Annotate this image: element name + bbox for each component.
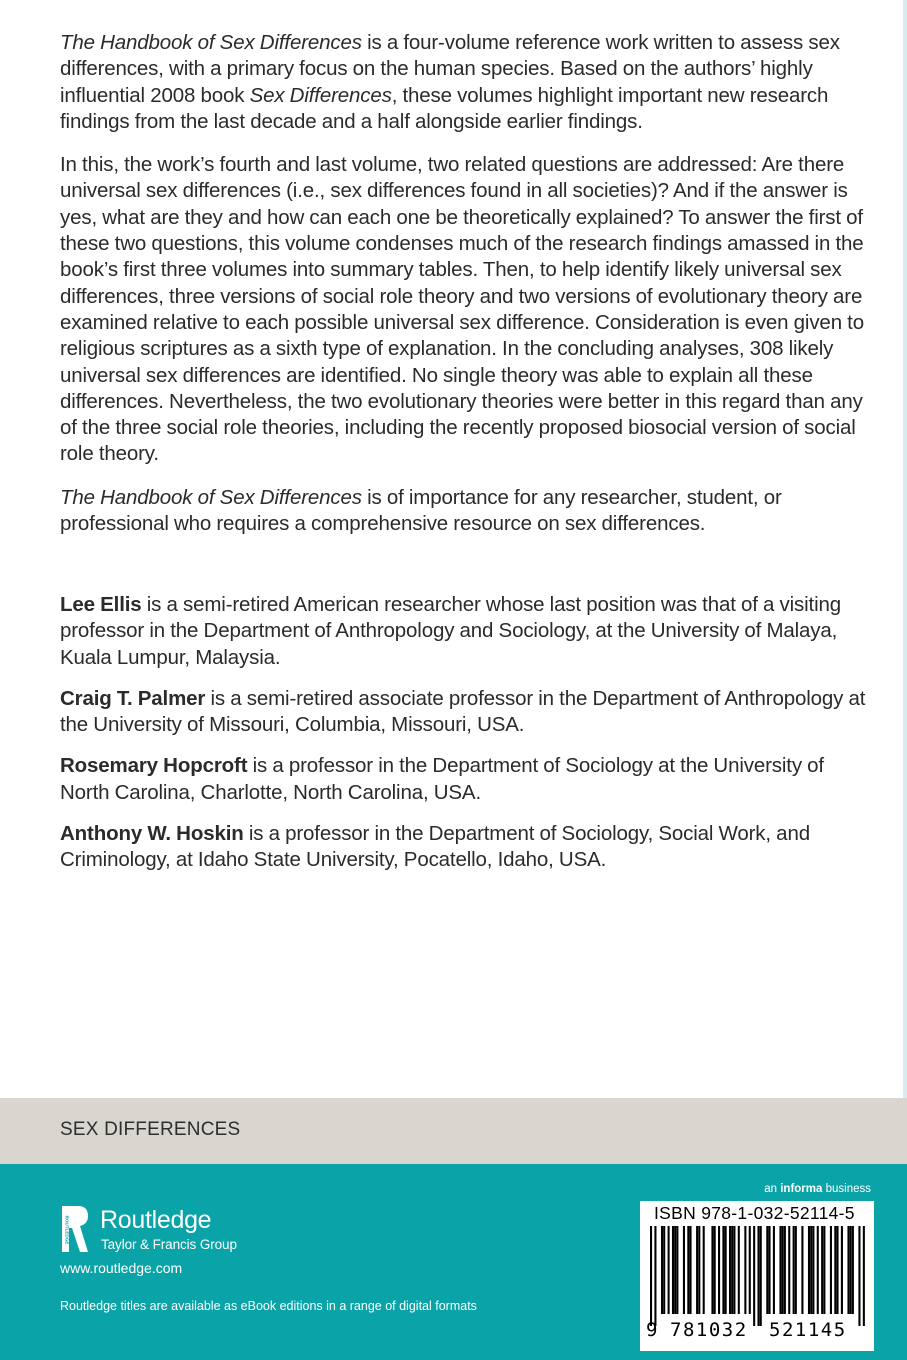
barcode [650,1226,865,1326]
barcode-bar [725,1226,727,1314]
author-bios [60,592,872,889]
barcode-bar [661,1226,663,1314]
barcode-bar [836,1226,838,1314]
barcode-bar [718,1226,720,1314]
svg-text:ROUTLEDGE: ROUTLEDGE [64,1215,70,1245]
barcode-bar [847,1226,849,1314]
barcode-bar [760,1226,762,1326]
author-name: Craig T. Palmer [60,686,206,710]
barcode-bar [733,1226,735,1314]
barcode-bar [753,1226,755,1326]
barcode-bar [863,1226,865,1326]
barcode-bar [668,1226,670,1314]
barcode-bar [722,1226,724,1314]
barcode-bar [738,1226,740,1314]
blurb-paragraph-1: The Handbook of Sex Differences is a four-volume reference work written to assess sex differences, with a primary focus on the human species. Based on the authors’ highly influential 2008 book Sex Differences, these volumes highlight important new research findings from the last decade and a half alongside earlier findings. [60,31,840,133]
barcode-bar [773,1226,775,1314]
author-bio: Lee Ellis is a semi-retired American researcher whose last position was that of a visiting professor in the Department of Anthropology and Sociology, at the University of Malaya, Kuala Lumpur, Malaysia. [60,593,842,669]
barcode-bar [858,1226,860,1326]
informa-tagline: an informa business [764,1183,871,1195]
author-bio: Anthony W. Hoskin is a professor in the Department of Sociology, Social Work, and Criminology, at Idaho State University, Pocatello, Idaho, USA. [60,822,810,872]
barcode-bar [801,1226,803,1314]
barcode-bar [784,1226,786,1314]
barcode-bar [766,1226,768,1314]
barcode-bar [817,1226,819,1314]
barcode-bar [672,1226,674,1314]
barcode-bar [674,1226,676,1314]
barcode-bar [689,1226,691,1314]
barcode-bar [714,1226,716,1314]
isbn-barcode-block: ISBN 978-1-032-52114-5 9 781032 521145 [640,1201,874,1351]
barcode-bar [808,1226,810,1314]
subject-label: SEX DIFFERENCES [60,1119,241,1140]
blurb-paragraph-2: In this, the work’s fourth and last volume, two related questions are addressed: Are there universal sex differences (i.e., sex differences found in all societies)? And if the answer is yes, what are they and how can each one be theoretically explained? To answer the first of these two questions, this volume condenses much of the research findings amassed in the book’s first three volumes into summary tables. Then, to help identify likely universal sex differences, three versions of social role theory and two versions of evolutionary theory are examined relative to each possible universal sex difference. Consideration is even given to religious scriptures as a sixth type of explanation. In the concluding analyses, 308 likely universal sex differences are identified. No single theory was able to explain all these differences. Nevertheless, the two evolutionary theories were better in this regard than any of the three social role theories, including the recently proposed biosocial version of social role theory. [60,153,864,466]
barcode-bar [731,1226,733,1314]
isbn-number: ISBN 978-1-032-52114-5 [654,1203,855,1223]
author-bio: Craig T. Palmer is a semi-retired associate professor in the Department of Anthropology at the University of Missouri, Columbia, Missouri, USA. [60,686,866,737]
subject-band [0,1098,907,1164]
blurb [60,30,872,554]
barcode-bar [663,1226,665,1314]
publisher-footer [0,1164,907,1360]
barcode-bar [696,1226,698,1314]
barcode-bar [676,1226,678,1314]
handbook-title: The Handbook of Sex Differences [60,485,362,509]
barcode-bar [650,1226,652,1326]
barcode-bar [830,1226,832,1314]
book-title: Sex Differences [249,83,392,107]
ebook-note: Routledge titles are available as eBook editions in a range of digital formats [60,1299,477,1313]
blurb-paragraph-3: The Handbook of Sex Differences is of importance for any researcher, student, or professional who requires a comprehensive resource on sex differences. [60,485,782,536]
barcode-bar [788,1226,790,1314]
barcode-bar [749,1226,751,1314]
barcode-bar [654,1226,656,1326]
barcode-bar [729,1226,731,1314]
barcode-bar [841,1226,843,1314]
barcode-bar [834,1226,836,1314]
barcode-bar [782,1226,784,1314]
author-name: Lee Ellis [60,593,142,616]
barcode-bar [810,1226,812,1314]
routledge-logo-icon [60,1204,90,1254]
barcode-bar [795,1226,797,1314]
cover-edge-strip [903,0,907,1100]
barcode-bar [703,1226,705,1314]
barcode-bar [821,1226,823,1314]
barcode-bar [823,1226,825,1314]
barcode-bar [793,1226,795,1314]
publisher-name: Routledge [100,1206,212,1234]
barcode-bar [768,1226,770,1314]
barcode-bar [850,1226,852,1314]
publisher-group: Taylor & Francis Group [101,1237,237,1252]
publisher-website[interactable]: www.routledge.com [60,1260,183,1276]
barcode-bar [698,1226,700,1314]
barcode-bar [852,1226,854,1314]
handbook-title: The Handbook of Sex Differences [60,31,362,54]
barcode-bar [779,1226,781,1314]
barcode-bar [744,1226,746,1314]
barcode-bar [711,1226,713,1314]
author-bio: Rosemary Hopcroft is a professor in the Department of Sociology at the University of North Carolina, Charlotte, North Carolina, USA. [60,754,824,804]
barcode-bar [683,1226,685,1314]
author-name: Rosemary Hopcroft [60,754,248,778]
barcode-bar [687,1226,689,1314]
barcode-bar [812,1226,814,1314]
author-name: Anthony W. Hoskin [60,822,244,846]
barcode-bar [758,1226,760,1326]
